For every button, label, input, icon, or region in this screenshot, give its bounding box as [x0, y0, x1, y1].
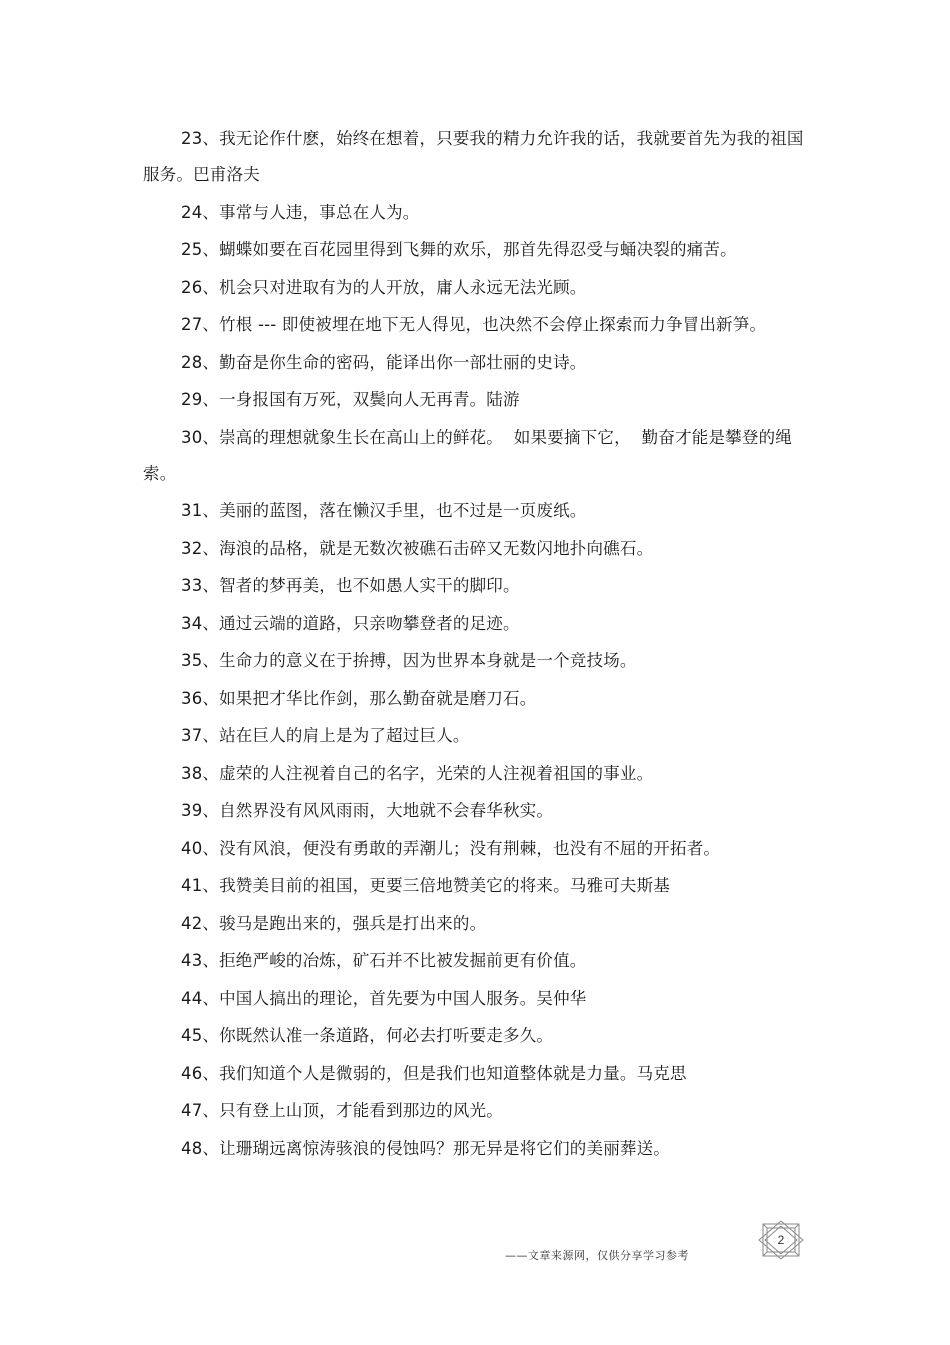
- page-number: 2: [777, 1233, 785, 1247]
- quote-46: 46、我们知道个人是微弱的，但是我们也知道整体就是力量。马克思: [181, 1063, 687, 1083]
- quote-27: 27、竹根 --- 即使被埋在地下无人得见，也决然不会停止探索而力争冒出新笋。: [181, 315, 767, 334]
- quote-43: 43、拒绝严峻的冶炼，矿石并不比被发掘前更有价值。: [181, 951, 587, 970]
- quote-45: 45、你既然认准一条道路，何必去打听要走多久。: [181, 1026, 554, 1045]
- page-number-badge: [757, 1220, 805, 1260]
- quote-40: 40、没有风浪，便没有勇敢的弄潮儿；没有荆棘，也没有不屈的开拓者。: [181, 838, 721, 858]
- quote-39: 39、自然界没有风风雨雨，大地就不会春华秋实。: [181, 801, 554, 820]
- quote-42: 42、骏马是跑出来的，强兵是打出来的。: [181, 913, 487, 933]
- quote-29: 29、一身报国有万死，双鬓向人无再青。陆游: [181, 390, 520, 409]
- quote-list: [143, 121, 813, 1168]
- quote-41: 41、我赞美目前的祖国，更要三倍地赞美它的将来。马雅可夫斯基: [181, 876, 670, 895]
- quote-31: 31、美丽的蓝图，落在懒汉手里，也不过是一页废纸。: [181, 501, 587, 520]
- quote-34: 34、通过云端的道路，只亲吻攀登者的足迹。: [181, 613, 520, 633]
- quote-47: 47、只有登上山顶，才能看到那边的风光。: [181, 1101, 503, 1120]
- quote-36: 36、如果把才华比作剑，那么勤奋就是磨刀石。: [181, 688, 537, 708]
- quote-24: 24、事常与人违，事总在人为。: [181, 202, 420, 222]
- quote-37: 37、站在巨人的肩上是为了超过巨人。: [181, 726, 470, 745]
- quote-26: 26、机会只对进取有为的人开放，庸人永远无法光顾。: [181, 277, 587, 297]
- quote-38: 38、虚荣的人注视着自己的名字，光荣的人注视着祖国的事业。: [181, 763, 654, 783]
- quote-28: 28、勤奋是你生命的密码，能译出你一部壮丽的史诗。: [181, 352, 587, 372]
- quote-32: 32、海浪的品格，就是无数次被礁石击碎又无数闪地扑向礁石。: [181, 538, 654, 558]
- source-note: ——文章来源网，仅供分享学习参考: [505, 1249, 689, 1262]
- quote-48: 48、让珊瑚远离惊涛骇浪的侵蚀吗？那无异是将它们的美丽葬送。: [181, 1138, 670, 1158]
- quote-33: 33、智者的梦再美，也不如愚人实干的脚印。: [181, 576, 520, 595]
- quote-44: 44、中国人搞出的理论，首先要为中国人服务。吴仲华: [181, 988, 587, 1008]
- quote-25: 25、蝴蝶如要在百花园里得到飞舞的欢乐，那首先得忍受与蛹决裂的痛苦。: [181, 240, 737, 259]
- quote-23: 23、我无论作什麽，始终在想着，只要我的精力允许我的话，我就要首先为我的祖国服务。巴甫洛夫: [143, 129, 804, 184]
- quote-35: 35、生命力的意义在于拚搏，因为世界本身就是一个竞技场。: [181, 651, 637, 670]
- quote-30: 30、崇高的理想就象生长在高山上的鲜花。 如果要摘下它， 勤奋才能是攀登的绳索。: [143, 427, 792, 483]
